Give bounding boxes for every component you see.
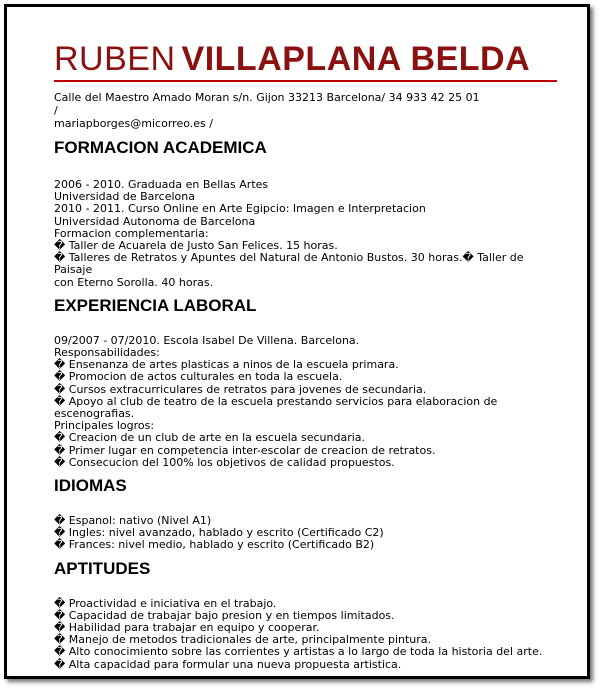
text-line: � Alto conocimiento sobre las corrientes y artistas a lo largo de toda la historia del arte.: [54, 645, 543, 659]
section-title-experiencia: EXPERIENCIA LABORAL: [54, 295, 257, 315]
text-line: 09/2007 - 07/2010. Escola Isabel De Villena. Barcelona.: [54, 333, 360, 347]
text-line: Universidad de Barcelona: [54, 190, 195, 204]
text-line: � Primer lugar en competencia inter-escolar de creacion de retratos.: [54, 443, 436, 457]
last-name: VILLAPLANA BELDA: [181, 40, 531, 78]
text-line: � Ingles: nivel avanzado, hablado y escrito (Certificado C2): [54, 526, 384, 540]
text-line: 2010 - 2011. Curso Online en Arte Egipcio: Imagen e Interpretacion: [54, 202, 426, 216]
first-name: RUBEN: [54, 40, 176, 78]
text-line: � Proactividad e iniciativa en el trabajo.: [54, 596, 277, 610]
text-line: � Manejo de metodos tradicionales de arte, principalmente pintura.: [54, 633, 432, 647]
text-line: � Talleres de Retratos y Apuntes del Natural de Antonio Bustos. 30 horas.� Taller de Paisaje: [54, 251, 528, 277]
section-title-formacion: FORMACION ACADEMICA: [54, 138, 267, 157]
text-line: � Habilidad para trabajar en equipo y cooperar.: [54, 621, 320, 635]
text-line: � Alta capacidad para formular una nueva propuesta artistica.: [54, 657, 402, 671]
text-line: � Cursos extracurriculares de retratos para jovenes de secundaria.: [54, 382, 427, 396]
header-divider: [54, 80, 557, 82]
text-line: � Creacion de un club de arte en la escuela secundaria.: [54, 431, 366, 445]
section-body-aptitudes: [54, 598, 559, 671]
section-body-experiencia: [54, 335, 559, 469]
section-body-formacion: [54, 179, 559, 289]
section-title-aptitudes: APTITUDES: [54, 558, 151, 578]
text-line: � Taller de Acuarela de Justo San Felices. 15 horas.: [54, 239, 338, 253]
text-line: Formacion complementaria:: [54, 226, 209, 240]
text-line: con Eterno Sorolla. 40 horas.: [54, 275, 214, 289]
text-line: � Consecucion del 100% los objetivos de calidad propuestos.: [54, 455, 395, 469]
text-line: Principales logros:: [54, 419, 155, 433]
resume-content: [54, 39, 559, 671]
contact-info: [54, 91, 484, 130]
text-line: � Capacidad de trabajar bajo presion y en tiempos limitados.: [54, 608, 395, 622]
text-line: � Frances: nivel medio, hablado y escrito (Certificado B2): [54, 538, 375, 552]
section-body-idiomas: [54, 515, 559, 552]
resume-page: [4, 4, 590, 679]
text-line: � Apoyo al club de teatro de la escuela prestando servicios para elaboracion de: [54, 394, 498, 408]
contact-address-phone: Calle del Maestro Amado Moran s/n. Gijon 33213 Barcelona/ 34 933 42 25 01 /: [54, 91, 480, 117]
text-line: escenografias.: [54, 407, 135, 421]
text-line: � Ensenanza de artes plasticas a ninos de la escuela primara.: [54, 358, 399, 372]
text-line: Universidad Autonoma de Barcelona: [54, 214, 256, 228]
candidate-name: [54, 39, 559, 79]
text-line: � Espanol: nativo (Nivel A1): [54, 514, 212, 528]
text-line: � Promocion de actos culturales en toda la escuela.: [54, 370, 343, 384]
text-line: 2006 - 2010. Graduada en Bellas Artes: [54, 178, 269, 191]
contact-email: mariapborges@micorreo.es /: [54, 117, 213, 130]
section-title-idiomas: IDIOMAS: [54, 476, 127, 496]
text-line: Responsabilidades:: [54, 346, 160, 360]
